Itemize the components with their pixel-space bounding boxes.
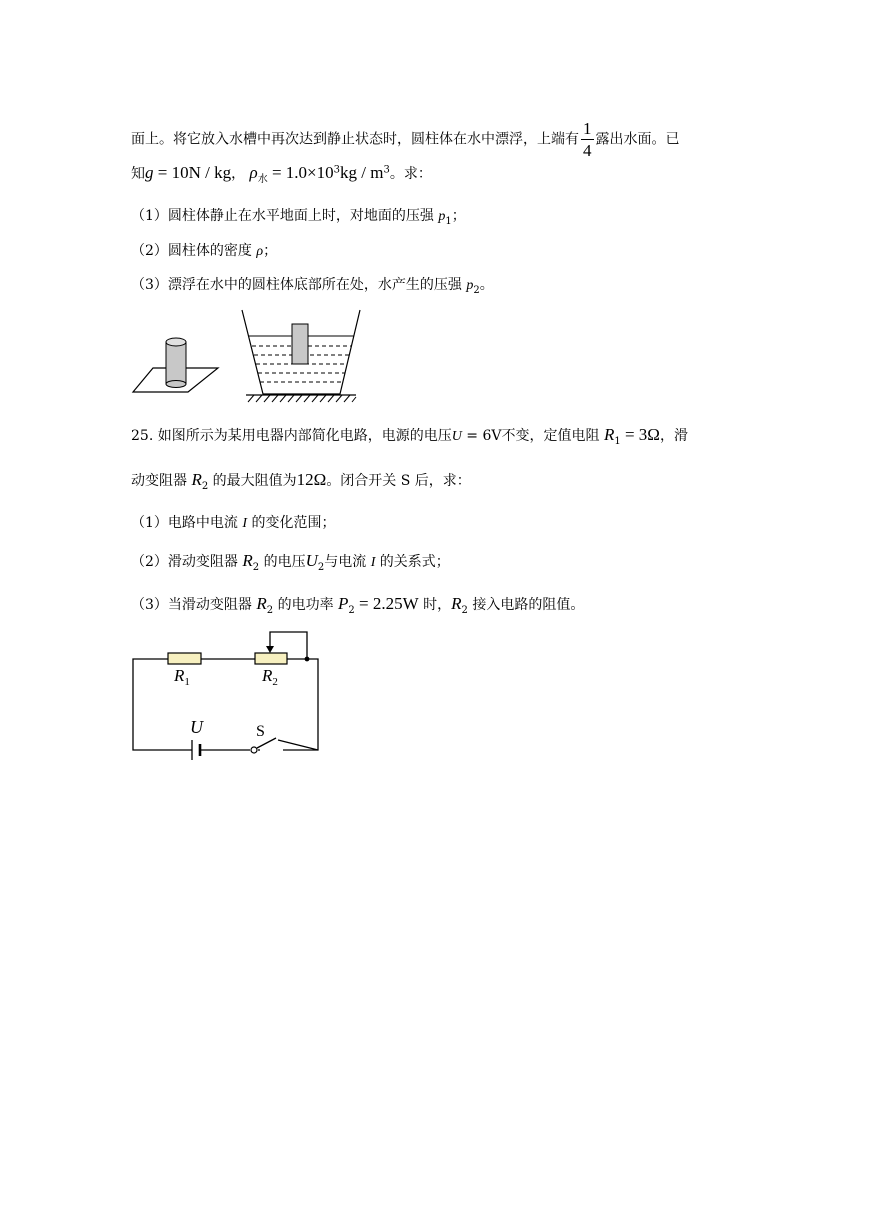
- current-symbol: I: [242, 516, 248, 531]
- r1-value: = 3Ω: [620, 425, 660, 444]
- q24-sub-2: [131, 240, 277, 260]
- q25-sub2-text-c: 与电流: [324, 554, 371, 570]
- q25-sub2-text-a: （2）滑动变阻器: [131, 554, 243, 570]
- q25-sub2-text-b: 的电压: [259, 554, 306, 570]
- rho-density-symbol: ρ: [256, 244, 264, 259]
- resistor-r2: [255, 653, 287, 664]
- r1-label: $R_1$: [174, 666, 190, 688]
- q24-line1-text-a: 面上。将它放入水槽中再次达到静止状态时，圆柱体在水中漂浮，上端有: [131, 131, 579, 148]
- switch-label: S: [256, 723, 265, 740]
- circuit-wires: [133, 632, 318, 750]
- q24-sub1-text: （1）圆柱体静止在水平地面上时，对地面的压强: [131, 208, 439, 224]
- q25-sub-2: [131, 551, 450, 573]
- q25-line-1: [131, 425, 688, 447]
- voltage-value: = 6V: [461, 428, 502, 444]
- q25-sub3-text-d: 接入电路的阻值。: [467, 597, 585, 613]
- q24-sub2-text: （2）圆柱体的密度: [131, 243, 257, 259]
- cylinder-and-tank-figure: [128, 306, 368, 406]
- q25-sub-3: [131, 594, 584, 616]
- r2-subscript-sub2: 2: [252, 561, 260, 573]
- battery: [192, 740, 200, 760]
- q25-line1-text-a: 25. 如图所示为某用电器内部简化电路，电源的电压: [131, 428, 452, 444]
- q25-sub1-text-a: （1）电路中电流: [131, 515, 243, 531]
- q24-sub1-end: ；: [451, 208, 466, 224]
- rho-subscript: 水: [257, 173, 268, 185]
- q24-sub3-end: 。: [479, 277, 494, 293]
- q24-line2-suffix: 。求：: [389, 166, 432, 182]
- r1-symbol: R: [603, 425, 615, 444]
- fraction-denominator: 4: [583, 141, 592, 160]
- p2-power-value: = 2.25W: [354, 594, 419, 613]
- resistor-r1: [168, 653, 201, 664]
- q25-sub1-text-b: 的变化范围；: [247, 515, 336, 531]
- u2-symbol: U: [305, 551, 318, 570]
- r2-label: $R_2$: [262, 666, 278, 688]
- q24-line1-text-b: 露出水面。已: [595, 131, 680, 148]
- rho-unit: kg / m: [340, 163, 384, 182]
- current-symbol-sub2: I: [370, 555, 376, 570]
- voltage-symbol: U: [451, 429, 462, 444]
- q24-sub-1: [131, 205, 466, 227]
- r2-subscript-sub3b: 2: [461, 604, 468, 616]
- q25-line1-text-b: 不变，定值电阻: [501, 428, 604, 444]
- slider-arrow: [266, 646, 274, 653]
- q24-line-2: [131, 163, 432, 185]
- rho-symbol: ρ: [249, 163, 258, 182]
- circuit-diagram: [128, 626, 328, 760]
- q24-line-1: [131, 120, 680, 159]
- q24-line2-prefix: 知: [131, 166, 145, 182]
- cylinder-on-ground: [133, 338, 218, 392]
- q25-line2-text-b: 的最大阻值为: [208, 473, 297, 489]
- p1-symbol: p: [438, 209, 446, 224]
- q24-sub3-text: （3）漂浮在水中的圆柱体底部所在处，水产生的压强: [131, 277, 467, 293]
- separator-comma: ，: [231, 166, 246, 182]
- q25-sub2-text-d: 的关系式；: [375, 554, 450, 570]
- r2-max-value: 12Ω: [296, 470, 327, 489]
- p2-power-subscript: 2: [348, 604, 355, 616]
- u2-subscript: 2: [317, 561, 325, 573]
- r2-symbol-sub3: R: [256, 594, 267, 613]
- q25-line-2: [131, 470, 471, 492]
- p2-symbol: p: [466, 278, 474, 293]
- water-tank: [242, 310, 360, 402]
- g-symbol: g: [145, 163, 154, 182]
- voltage-label: U: [190, 717, 203, 737]
- r2-symbol-sub2: R: [242, 551, 253, 570]
- rho-exponent: 3: [333, 164, 341, 176]
- r2-subscript: 2: [201, 480, 209, 492]
- q25-sub-1: [131, 512, 335, 532]
- q25-line2-text-c: 。闭合开关 S 后，求：: [326, 473, 471, 489]
- p2-power-symbol: P: [338, 594, 349, 613]
- q25-sub3-text-b: 的电功率: [273, 597, 339, 613]
- r1-subscript: 1: [614, 435, 621, 447]
- q25-sub3-text-a: （3）当滑动变阻器: [131, 597, 257, 613]
- junction-dot: [305, 657, 310, 662]
- r2-symbol: R: [191, 470, 202, 489]
- r2-symbol-sub3b: R: [451, 594, 462, 613]
- rho-unit-exponent: 3: [383, 164, 390, 176]
- q25-sub3-text-c: 时，: [418, 597, 452, 613]
- rho-value: = 1.0×10: [267, 163, 334, 182]
- switch-s[interactable]: [251, 738, 276, 753]
- g-value: = 10N / kg: [153, 163, 232, 182]
- fraction-one-quarter: [581, 120, 594, 159]
- fraction-numerator: 1: [583, 119, 592, 138]
- p1-subscript: 1: [445, 215, 452, 227]
- q25-line1-text-c: ，滑: [659, 428, 688, 444]
- p2-subscript: 2: [473, 284, 480, 296]
- q25-line2-text-a: 动变阻器: [131, 473, 192, 489]
- q24-sub2-end: ；: [263, 243, 278, 259]
- r2-subscript-sub3: 2: [266, 604, 274, 616]
- q24-sub-3: [131, 274, 494, 296]
